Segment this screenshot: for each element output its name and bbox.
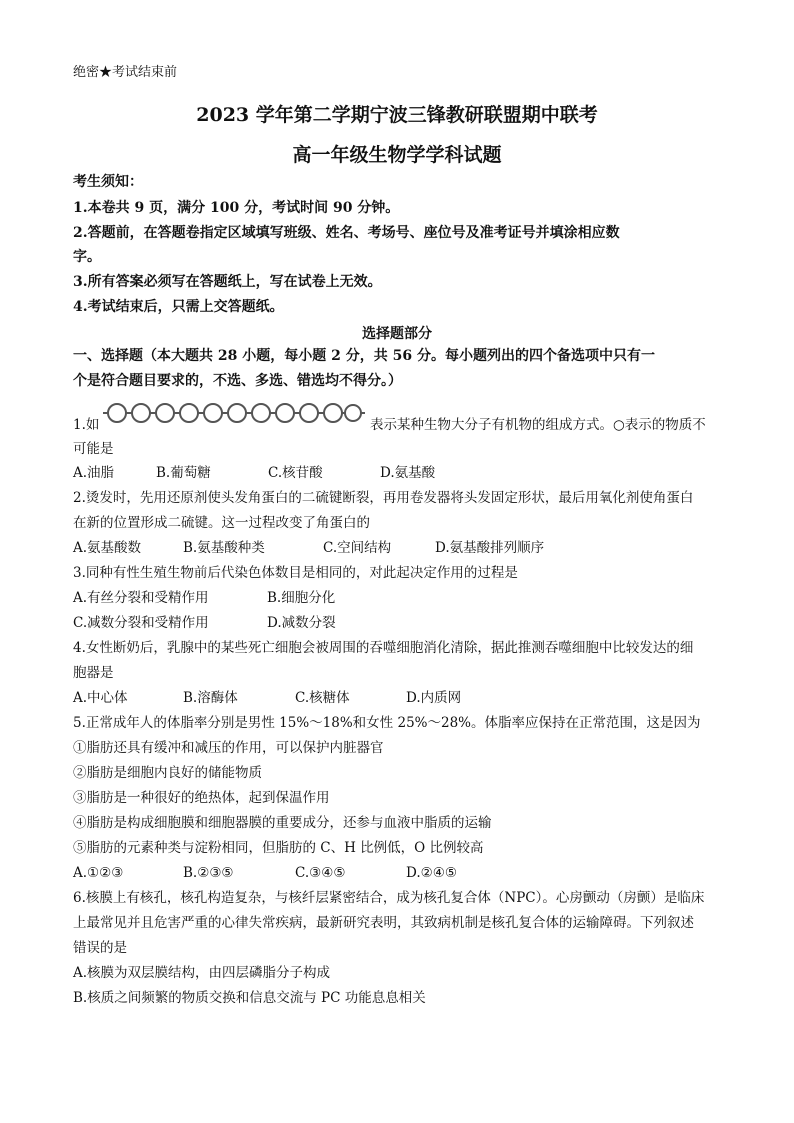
notice-item: 4.考试结束后，只需上交答题纸。 bbox=[73, 299, 284, 315]
option-a: A.有丝分裂和受精作用 bbox=[73, 590, 209, 606]
option-c: C.核糖体 bbox=[295, 690, 350, 706]
option-a: A.①②③ bbox=[73, 865, 124, 881]
option-d: D.氨基酸排列顺序 bbox=[435, 540, 545, 556]
option-a: A.核膜为双层膜结构，由四层磷脂分子构成 bbox=[73, 965, 331, 981]
option-a: A.氨基酸数 bbox=[73, 540, 142, 556]
monomer-chain-diagram bbox=[103, 400, 365, 426]
section-intro: 一、选择题（本大题共 28 小题，每小题 2 分，共 56 分。每小题列出的四个备选项中只有一 bbox=[73, 348, 655, 364]
q5-statement: ④脂肪是构成细胞膜和细胞器膜的重要成分，还参与血液中脂质的运输 bbox=[73, 815, 492, 831]
option-a: A.油脂 bbox=[73, 465, 115, 481]
q2-options bbox=[73, 539, 544, 557]
notice-heading: 考生须知： bbox=[73, 174, 143, 190]
q1-stem: 表示某种生物大分子有机物的组成方式。○表示的物质不 bbox=[370, 417, 706, 433]
option-d: D.氨基酸 bbox=[380, 465, 436, 481]
q2-stem-cont: 在新的位置形成二硫键。这一过程改变了角蛋白的 bbox=[73, 515, 370, 531]
option-b: B.核质之间频繁的物质交换和信息交流与 PC 功能息息相关 bbox=[73, 990, 426, 1006]
q3-options bbox=[73, 589, 335, 607]
q6-stem: 6.核膜上有核孔，核孔构造复杂，与核纤层紧密结合，成为核孔复合体（NPC）。心房颤动（房颤）是临床 bbox=[73, 890, 705, 906]
q4-stem: 4.女性断奶后，乳腺中的某些死亡细胞会被周围的吞噬细胞消化清除，据此推测吞噬细胞中比较发达的细 bbox=[73, 640, 694, 656]
q3-options bbox=[73, 614, 336, 632]
notice-item: 3.所有答案必须写在答题纸上，写在试卷上无效。 bbox=[73, 274, 382, 290]
q5-stem: 5.正常成年人的体脂率分别是男性 15%～18%和女性 25%～28%。体脂率应保持在正常范围，这是因为 bbox=[73, 715, 701, 731]
notice-item: 1.本卷共 9 页，满分 100 分，考试时间 90 分钟。 bbox=[73, 200, 400, 216]
q5-statement: ②脂肪是细胞内良好的储能物质 bbox=[73, 765, 262, 781]
option-b: B.溶酶体 bbox=[183, 690, 238, 706]
option-b: B.葡萄糖 bbox=[156, 465, 211, 481]
exam-title: 2023 学年第二学期宁波三锋教研联盟期中联考 bbox=[196, 104, 598, 126]
section-title: 选择题部分 bbox=[362, 326, 432, 342]
option-d: D.减数分裂 bbox=[267, 615, 336, 631]
option-b: B.氨基酸种类 bbox=[183, 540, 265, 556]
q4-stem-cont: 胞器是 bbox=[73, 665, 114, 681]
option-b: B.②③⑤ bbox=[183, 865, 234, 881]
option-c: C.减数分裂和受精作用 bbox=[73, 615, 209, 631]
option-a: A.中心体 bbox=[73, 690, 128, 706]
q5-options bbox=[73, 864, 457, 882]
q4-options bbox=[73, 689, 461, 707]
q2-stem: 2.烫发时，先用还原剂使头发角蛋白的二硫键断裂，再用卷发器将头发固定形状，最后用氧化剂使角蛋白 bbox=[73, 490, 694, 506]
option-d: D.内质网 bbox=[406, 690, 462, 706]
notice-item: 2.答题前，在答题卷指定区域填写班级、姓名、考场号、座位号及准考证号并填涂相应数 bbox=[73, 225, 620, 241]
option-c: C.空间结构 bbox=[323, 540, 392, 556]
q1-stem-cont: 可能是 bbox=[73, 441, 114, 457]
notice-item: 字。 bbox=[73, 249, 101, 265]
exam-subtitle: 高一年级生物学学科试题 bbox=[292, 144, 502, 166]
q5-statement: ①脂肪还具有缓冲和减压的作用，可以保护内脏器官 bbox=[73, 740, 384, 756]
q3-stem: 3.同种有性生殖生物前后代染色体数目是相同的，对此起决定作用的过程是 bbox=[73, 565, 518, 581]
q5-statement: ⑤脂肪的元素种类与淀粉相同，但脂肪的 C、H 比例低，O 比例较高 bbox=[73, 840, 484, 856]
option-c: C.核苷酸 bbox=[268, 465, 323, 481]
q5-statement: ③脂肪是一种很好的绝热体，起到保温作用 bbox=[73, 790, 330, 806]
section-intro: 个是符合题目要求的，不选、多选、错选均不得分。） bbox=[73, 373, 402, 389]
secret-label: 绝密★考试结束前 bbox=[73, 65, 178, 80]
q1-prefix: 1.如 bbox=[73, 417, 100, 433]
option-c: C.③④⑤ bbox=[295, 865, 346, 881]
q6-stem-cont: 错误的是 bbox=[73, 940, 127, 956]
option-d: D.②④⑤ bbox=[406, 865, 457, 881]
option-b: B.细胞分化 bbox=[267, 590, 336, 606]
q1-options bbox=[73, 464, 435, 482]
q6-stem-cont: 上最常见并且危害严重的心律失常疾病，最新研究表明，其致病机制是核孔复合体的运输障碍。下列叙述 bbox=[73, 915, 694, 931]
